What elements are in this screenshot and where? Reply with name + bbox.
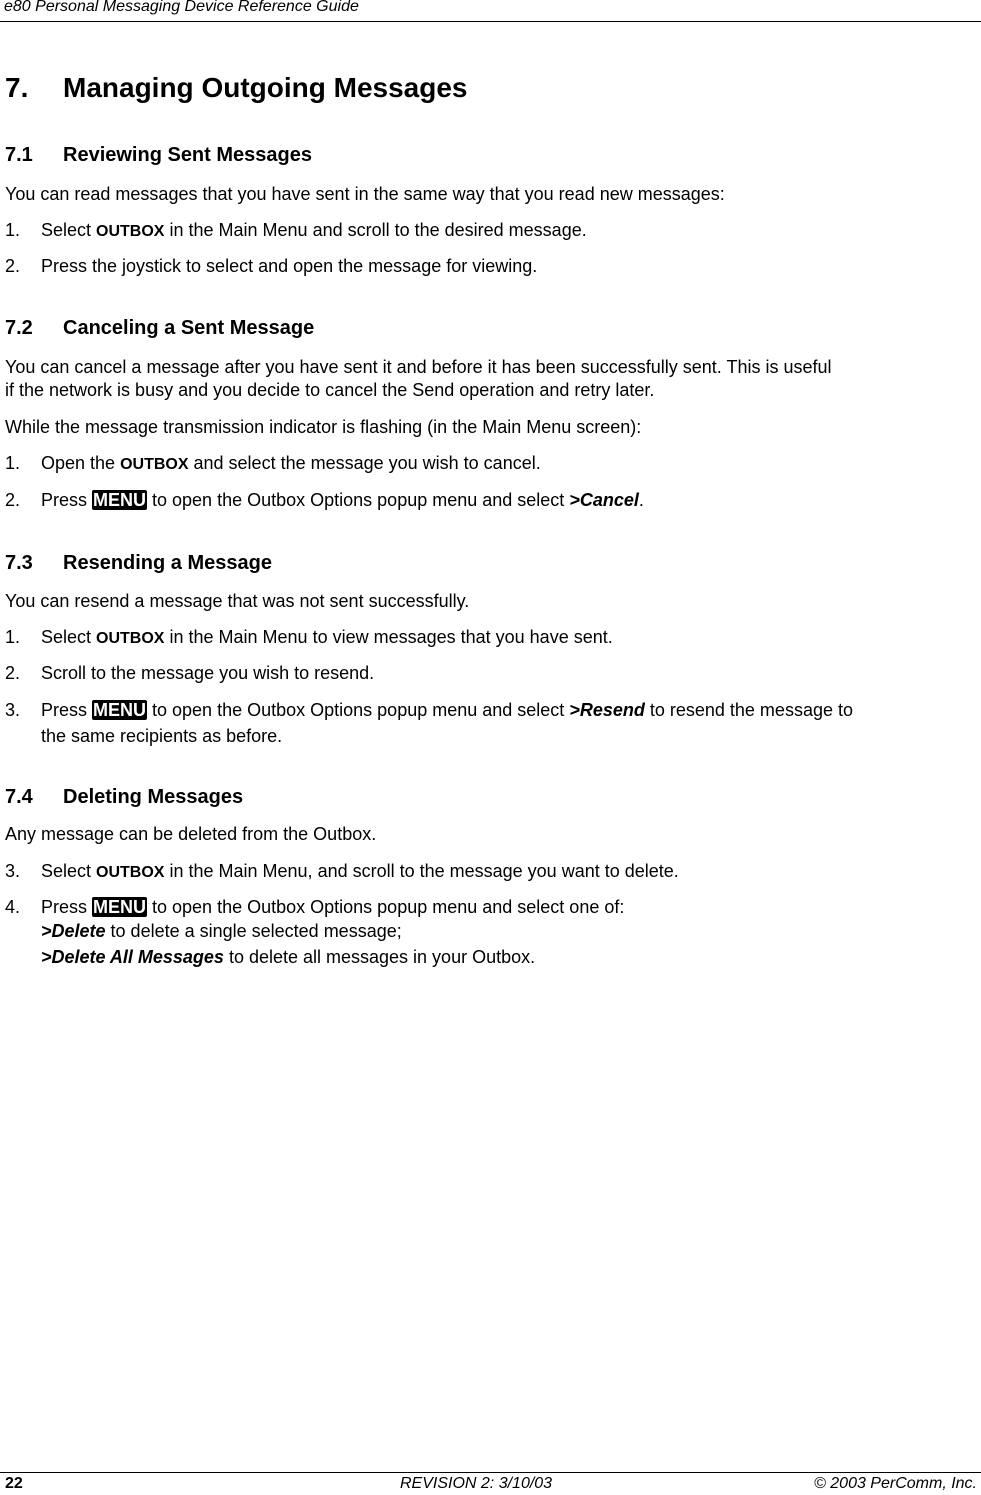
menu-key-label: MENU	[93, 700, 147, 720]
paragraph-line	[5, 823, 376, 845]
text: in the Main Menu and scroll to the desired message.	[164, 220, 587, 240]
list-number: 1.	[5, 627, 21, 647]
menu-option: >Resend	[569, 700, 645, 720]
chapter-title: Managing Outgoing Messages	[63, 72, 468, 103]
text: Select	[41, 627, 97, 647]
paragraph-line	[41, 946, 535, 968]
list-item	[41, 452, 541, 476]
paragraph-line	[5, 379, 654, 401]
text: .	[638, 490, 644, 510]
text: Any message can be deleted from the Outbox.	[5, 824, 377, 844]
paragraph-line	[5, 183, 725, 205]
chapter-number: 7.	[5, 72, 29, 103]
paragraph-line	[41, 920, 402, 942]
section-title: Resending a Message	[63, 552, 272, 574]
header-rule	[0, 21, 981, 22]
outbox-label: OUTBOX	[96, 630, 165, 647]
list-item	[41, 489, 644, 511]
menu-option: >Delete All Messages	[41, 947, 224, 967]
section-title: Deleting Messages	[63, 786, 244, 808]
text: Select	[41, 220, 97, 240]
text: if the network is busy and you decide to cancel the Send operation and retry later.	[5, 380, 655, 400]
text: Press	[41, 490, 93, 510]
list-item	[41, 896, 624, 918]
section-title: Canceling a Sent Message	[63, 317, 315, 339]
section-number: 7.1	[5, 144, 33, 166]
list-number: 3.	[5, 700, 21, 720]
list-item	[41, 860, 679, 884]
paragraph-line	[5, 590, 469, 612]
text: to resend the message to	[644, 700, 853, 720]
text: You can cancel a message after you have sent it and before it has been successfully sent. This is useful	[5, 357, 832, 377]
text: Press	[41, 897, 93, 917]
list-item	[41, 662, 374, 684]
menu-key-label: MENU	[93, 490, 147, 510]
outbox-label: OUTBOX	[120, 456, 189, 473]
outbox-label: OUTBOX	[96, 223, 165, 240]
text: to delete a single selected message;	[105, 921, 402, 941]
text: While the message transmission indicator is flashing (in the Main Menu screen):	[5, 417, 642, 437]
text: to delete all messages in your Outbox.	[223, 947, 536, 967]
text: You can read messages that you have sent in the same way that you read new messages:	[5, 184, 725, 204]
text: to open the Outbox Options popup menu and select one of:	[147, 897, 625, 917]
list-number: 3.	[5, 861, 21, 881]
list-item	[41, 219, 587, 243]
list-number: 2.	[5, 663, 21, 683]
list-number: 1.	[5, 453, 21, 473]
text: You can resend a message that was not sent successfully.	[5, 591, 470, 611]
section-title: Reviewing Sent Messages	[63, 144, 312, 166]
text: Scroll to the message you wish to resend.	[41, 663, 375, 683]
revision: REVISION 2: 3/10/03	[400, 1475, 553, 1492]
text: and select the message you wish to cancel.	[188, 453, 541, 473]
text: Open the	[41, 453, 121, 473]
list-item	[41, 626, 613, 650]
list-number: 2.	[5, 490, 21, 510]
footer-rule	[0, 1472, 981, 1473]
section-number: 7.4	[5, 786, 33, 808]
section-number: 7.2	[5, 317, 33, 339]
menu-option: >Delete	[41, 921, 106, 941]
menu-key-label: MENU	[93, 897, 147, 917]
list-item	[41, 699, 853, 721]
paragraph-line	[5, 416, 641, 438]
outbox-label: OUTBOX	[96, 864, 165, 881]
text: Select	[41, 861, 97, 881]
menu-option: >Cancel	[569, 490, 639, 510]
copyright: © 2003 PerComm, Inc.	[814, 1475, 977, 1492]
page-number: 22	[5, 1475, 23, 1492]
paragraph-line	[41, 725, 282, 747]
text: Press	[41, 700, 93, 720]
list-number: 4.	[5, 897, 21, 917]
section-number: 7.3	[5, 552, 33, 574]
text: Press the joystick to select and open the message for viewing.	[41, 256, 538, 276]
list-number: 2.	[5, 256, 21, 276]
running-header: e80 Personal Messaging Device Reference Guide	[4, 0, 359, 15]
list-item	[41, 255, 537, 277]
text: in the Main Menu, and scroll to the message you want to delete.	[164, 861, 679, 881]
text: in the Main Menu to view messages that you have sent.	[164, 627, 613, 647]
list-number: 1.	[5, 220, 21, 240]
text: to open the Outbox Options popup menu and select	[147, 490, 570, 510]
paragraph-line	[5, 356, 832, 378]
text: to open the Outbox Options popup menu and select	[147, 700, 570, 720]
text: the same recipients as before.	[41, 726, 283, 746]
